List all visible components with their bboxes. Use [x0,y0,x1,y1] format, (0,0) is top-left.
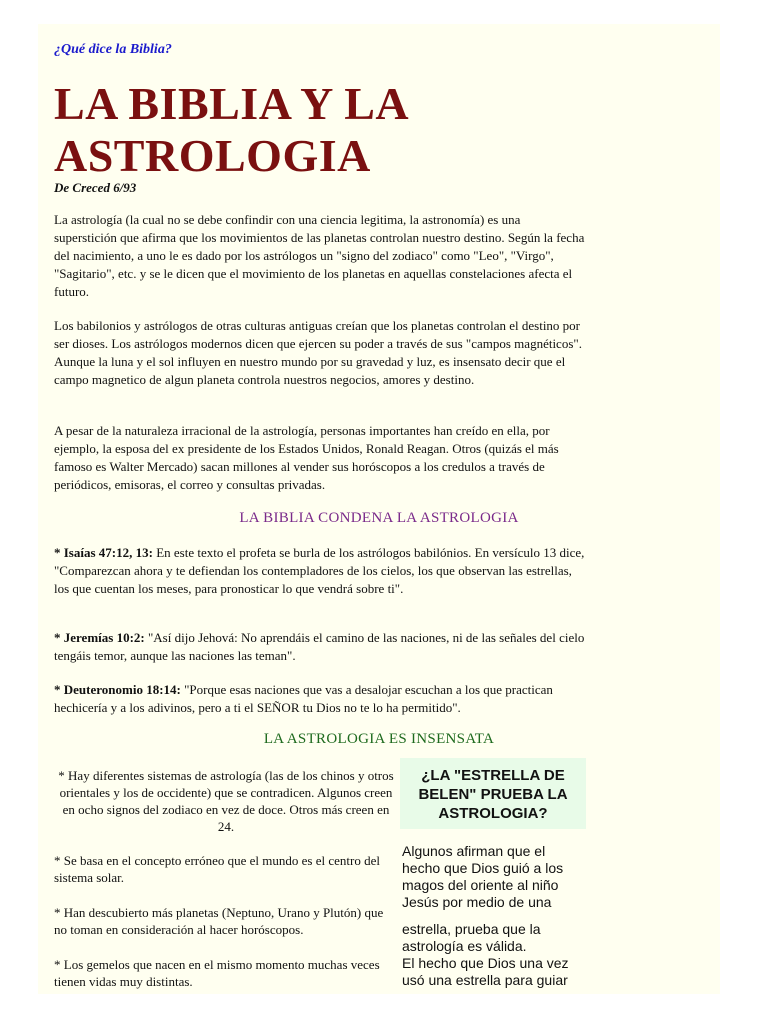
verse-ref: * Deuteronomio 18:14: [54,682,181,697]
sidebar-title: ¿LA "ESTRELLA DE BELEN" PRUEBA LA ASTROLOGIA? [400,758,586,829]
sidebar-text-2: estrella, prueba que la astrología es válida. [402,921,541,954]
list-item: * Se basa en el concepto erróneo que el mundo es el centro del sistema solar. [54,853,380,885]
paragraph-1: La astrología (la cual no se debe confindir con una ciencia legitima, la astronomía) es una superstición que afirma que los movimientos de las planetas controlan nuestro destino. Según la fecha del nacimiento, a uno le es dado por los astrólogos un "signo del zodiaco" como "Leo", "Virgo", "Sagitario", etc. y se le dicen que el movimiento de los planetas en aquellas constelaciones afecta el futuro. [54,212,585,299]
list-item: * Hay diferentes sistemas de astrología (las de los chinos y otros orientales y los de occidente) que se contradicen. Algunos creen en ocho signos del zodiaco en vez de doce. Otros más creen en 24. [58,768,394,834]
verse-ref: * Isaías 47:12, 13: [54,545,153,560]
verse-isaias [54,544,586,598]
sidebar-text-1: Algunos afirman que el hecho que Dios guió a los magos del oriente al niño Jesús por medio de una [402,843,564,910]
title-line-2: ASTROLOGIA [54,130,371,181]
insensata-list [54,767,398,835]
paragraph-2: Los babilonios y astrólogos de otras culturas antiguas creían que los planetas controlan el destino por ser dioses. Los astrólogos modernos dicen que ejercen su poder a través de sus "campos magnéticos". Aunque la luna y el sol influyen en nuestro mundo por su gravedad y luz, es insensato decir que el campo magnetico de algun planeta controla nuestros negocios, amores y destino. [54,318,582,387]
verse-jeremias [54,629,586,665]
section-heading-condena: LA BIBLIA CONDENA LA ASTROLOGIA [239,510,519,526]
sidebar-text-3: El hecho que Dios una vez usó una estrella para guiar [402,955,569,988]
byline: De Creced 6/93 [54,180,137,195]
list-item: * Han descubierto más planetas (Neptuno, Urano y Plutón) que no toman en consideración al hacer horóscopos. [54,905,384,937]
title-line-1: LA BIBLIA Y LA [54,78,410,129]
top-link[interactable]: ¿Qué dice la Biblia? [54,42,172,57]
page-title [54,78,409,182]
insensata-list-2 [54,852,398,886]
list-item: * Los gemelos que nacen en el mismo momento muchas veces tienen vidas muy distintas. [54,957,380,989]
insensata-list-4 [54,956,398,990]
verse-text: En este texto el profeta se burla de los astrólogos babilónios. En versículo 13 dice, "Comparezcan ahora y te defiendan los contempladores de los cielos, los que observan las estrellas, los que cuentan los meses, para pronosticar lo que vendrá sobre ti". [54,545,585,596]
verse-deuteronomio [54,681,586,717]
verse-text: "Porque esas naciones que vas a desalojar escuchan a los que practican hechicería y a los adivinos, pero a ti el SEÑOR tu Dios no te lo ha permitido". [54,682,553,715]
star-of-bethlehem-sidebar [400,758,586,994]
verse-ref: * Jeremías 10:2: [54,630,145,645]
article-page [38,24,720,994]
verse-text: "Así dijo Jehová: No aprendáis el camino de las naciones, ni de las señales del cielo tengáis temor, aunque las naciones las teman". [54,630,585,663]
paragraph-3: A pesar de la naturaleza irracional de la astrología, personas importantes han creído en ella, por ejemplo, la esposa del ex presidente de los Estados Unidos, Ronald Reagan. Otros (quizás el más famoso es Walter Mercado) sacan millones al vender sus horóscopos a los credulos a través de periódicos, emisoras, el correo y consultas privadas. [54,423,559,492]
insensata-list-3 [54,904,398,938]
section-heading-insensata: LA ASTROLOGIA ES INSENSATA [263,731,495,747]
